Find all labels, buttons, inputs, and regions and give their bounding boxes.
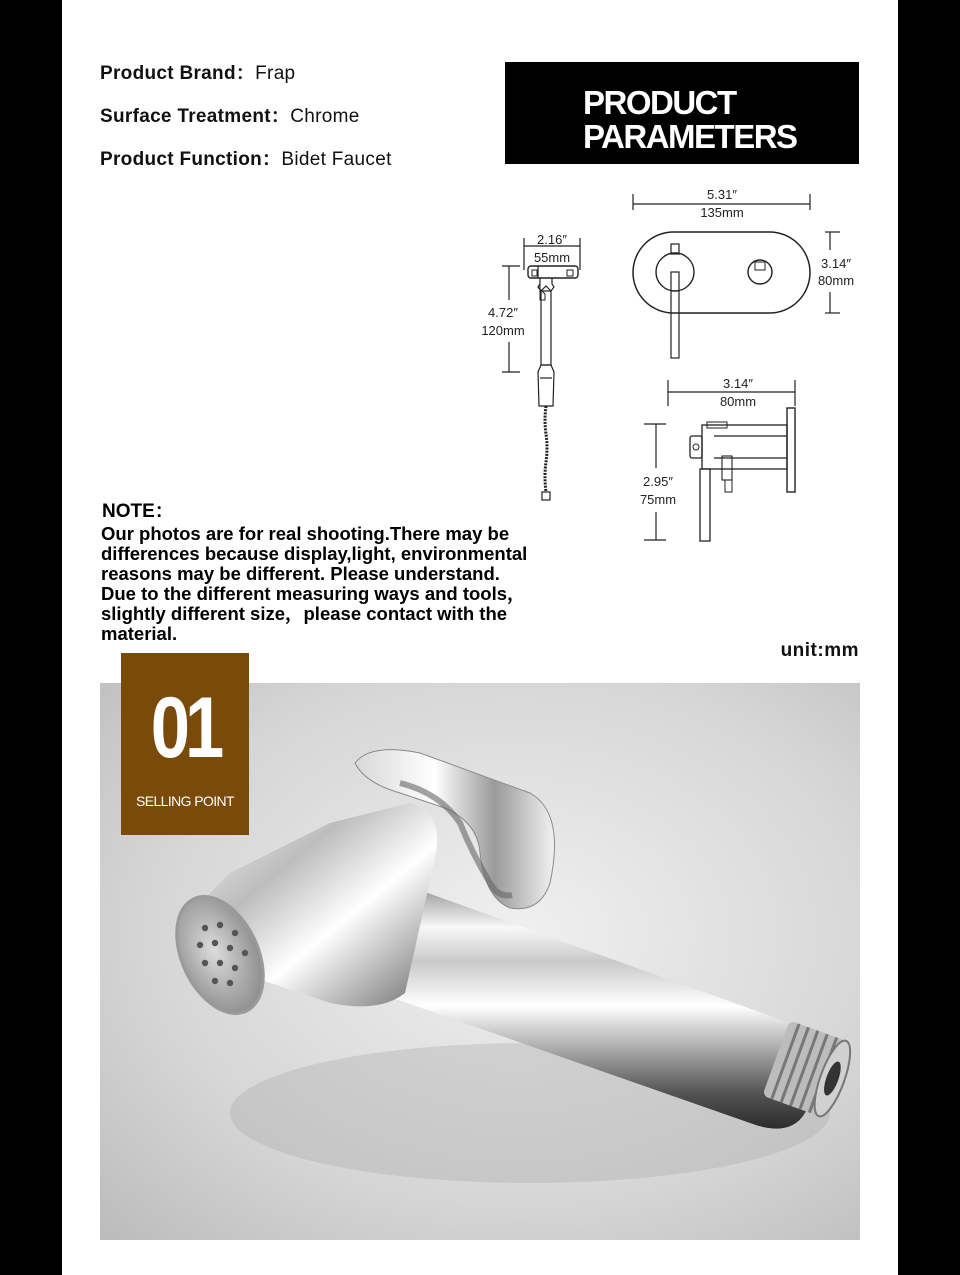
dim-spray-length-mm: 120mm	[481, 323, 525, 338]
note-text	[101, 524, 581, 644]
dim-spray-length-inch: 4.72″	[488, 305, 518, 320]
note-title: NOTE：	[102, 501, 174, 522]
spec-surface-value: Chrome	[290, 106, 360, 127]
spec-brand-label: Product Brand：	[100, 63, 256, 84]
badge-label: SELLING POINT	[135, 793, 234, 809]
dim-width-inch: 5.31″	[707, 187, 737, 202]
dim-width-mm: 135mm	[700, 205, 744, 220]
dim-lever-inch: 2.95″	[643, 474, 673, 489]
dim-depth-inch: 3.14″	[723, 376, 753, 391]
spec-surface-label: Surface Treatment：	[100, 106, 291, 127]
badge-number: 01	[150, 680, 220, 776]
note-line: Our photos are for real shooting.There may be	[101, 523, 510, 544]
selling-point-badge	[121, 653, 249, 835]
spec-brand-value: Frap	[255, 63, 296, 84]
spec-function-label: Product Function：	[100, 149, 282, 170]
note-line: reasons may be different. Please understand.	[101, 563, 500, 584]
note-line: differences because display,light, environmental	[101, 543, 528, 564]
dim-head-inch: 2.16″	[537, 232, 567, 247]
params-title-line2: PARAMETERS	[583, 118, 797, 155]
dim-head-mm: 55mm	[533, 250, 571, 265]
product-page	[62, 0, 898, 1275]
spec-function-value: Bidet Faucet	[281, 149, 392, 170]
params-title-line1: PRODUCT	[583, 84, 736, 121]
note-line: slightly different size，please contact with the	[101, 603, 508, 624]
unit-label: unit:mm	[780, 640, 859, 661]
dim-height-mm: 80mm	[817, 273, 855, 288]
note-line: Due to the different measuring ways and tools，	[101, 583, 526, 604]
note-line: material.	[101, 623, 178, 644]
dim-lever-mm: 75mm	[639, 492, 677, 507]
dim-height-inch: 3.14″	[821, 256, 851, 271]
dim-depth-mm: 80mm	[719, 394, 757, 409]
